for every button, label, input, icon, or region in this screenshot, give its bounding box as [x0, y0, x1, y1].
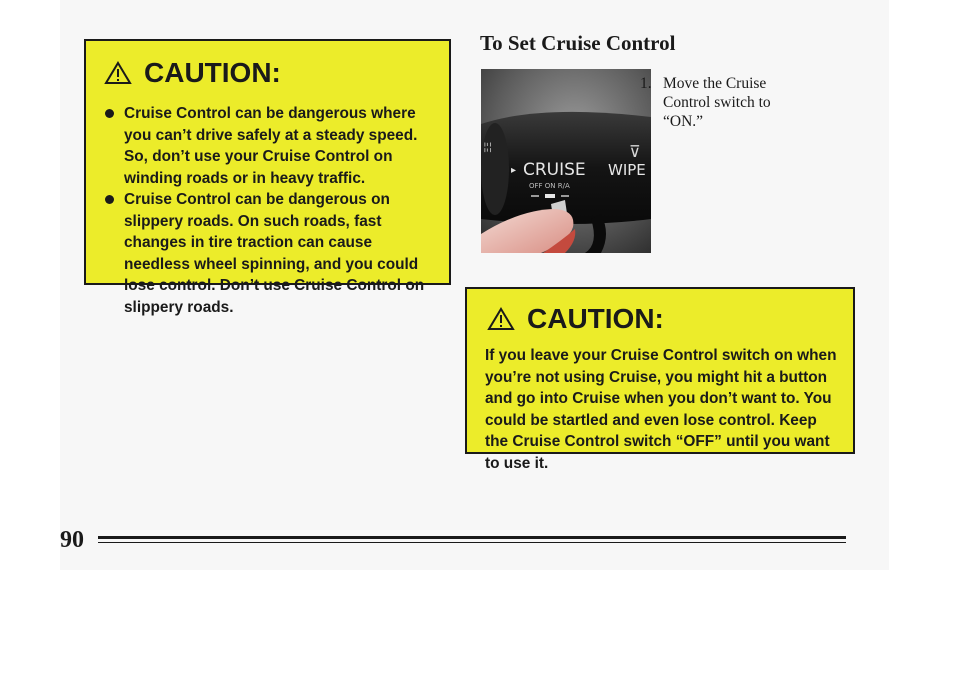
- caution-list: [102, 103, 433, 318]
- step-text: Move the Cruise Control switch to “ON.”: [663, 75, 771, 130]
- svg-text:ΞΞ: ΞΞ: [484, 141, 494, 153]
- warning-triangle-icon: [104, 61, 132, 85]
- caution-heading: [487, 303, 839, 335]
- step-number: 1.: [640, 75, 652, 92]
- page-number: 90: [60, 527, 84, 553]
- photo-switch-positions: OFF ON R/A: [529, 182, 570, 190]
- caution-box-left: [84, 39, 451, 316]
- caution-heading-text: CAUTION:: [144, 57, 281, 88]
- caution-box-right: [465, 287, 855, 472]
- svg-text:▸: ▸: [511, 165, 517, 176]
- caution-heading: [104, 57, 433, 89]
- caution-heading-text: CAUTION:: [527, 303, 664, 334]
- section-title: To Set Cruise Control: [480, 31, 676, 55]
- caution-item: Cruise Control can be dangerous on slippery roads. On such roads, fast changes in tire traction can cause needless wheel spinning, and you could lose control. Don’t use Cruise Control on slippery roads.: [102, 189, 433, 318]
- warning-triangle-icon: [487, 307, 515, 331]
- cruise-switch-photo: [481, 69, 651, 253]
- caution-text: If you leave your Cruise Control switch on when you’re not using Cruise, you might hit a button and go into Cruise when you don’t want to. You could be startled and even lose control. Keep the Cruise Control switch “OFF” until you want to use it.: [485, 347, 837, 472]
- photo-cruise-label: CRUISE: [523, 160, 586, 180]
- footer-rule: [98, 536, 846, 539]
- caution-item: Cruise Control can be dangerous where you can’t drive safely at a steady speed. So, don’t use your Cruise Control on winding roads or in heavy traffic.: [102, 103, 433, 189]
- svg-text:⊽: ⊽: [629, 142, 641, 161]
- footer-rule-thin: [98, 542, 846, 543]
- photo-wipe-label: WIPE: [608, 161, 646, 179]
